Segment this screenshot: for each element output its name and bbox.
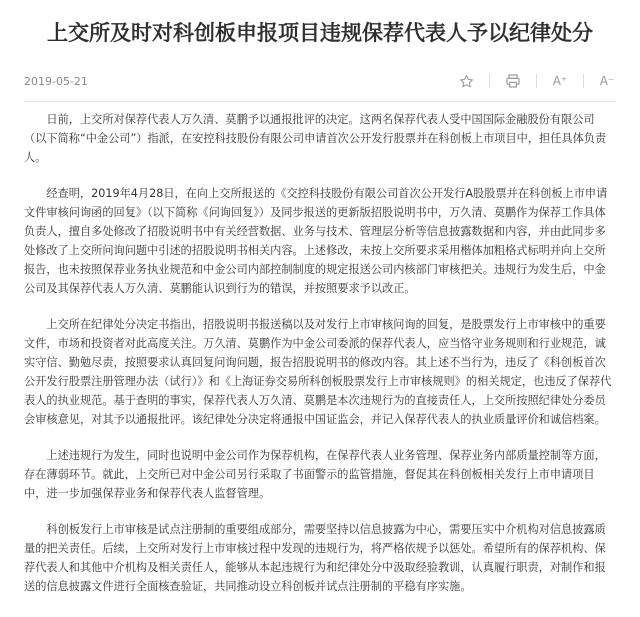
article-meta-bar bbox=[24, 68, 616, 94]
font-decrease-button[interactable] bbox=[598, 72, 616, 90]
article-paragraph: 上交所在纪律处分决定书指出，招股说明书报送稿以及对发行上市审核问询的回复，是股票发行上市审核中的重要文件，市场和投资者对此高度关注。万久清、莫鹏作为中金公司委派的保荐代表人，应当恪守业务规则和行业规范，诚实守信、勤勉尽责，按照要求认真回复问询问题，报告招股说明书的修改内容。其上述不当行为，违反了《科创板首次公开发行股票注册管理办法（试行）》和《上海证券交易所科创板股票发行上市审核规则》的相关规定，也违反了保荐代表人的执业规范。基于查明的事实，保荐代表人万久清、莫鹏是本次违规行为的直接责任人，上交所按照纪律处分委员会审核意见，对其予以通报批评。该纪律处分决定将通报中国证监会，并记入保荐代表人的执业质量评价和诚信档案。 bbox=[24, 318, 612, 426]
print-icon bbox=[505, 73, 521, 89]
favorite-button[interactable] bbox=[457, 72, 475, 90]
font-increase-button[interactable] bbox=[551, 72, 569, 90]
article-body bbox=[24, 110, 616, 613]
article-paragraph: 科创板发行上市审核是试点注册制的重要组成部分，需要坚持以信息披露为中心，需要压实中介机构对信息披露质量的把关责任。后续，上交所对发行上市审核过程中发现的违规行为，将严格依规予以惩处。希望所有的保荐机构、保荐代表人和其他中介机构及相关责任人，能够从本起违规行为和纪律处分中汲取经验教训，认真履行职责，对制作和报送的信息披露文件进行全面核查验证，共同推动设立科创板并试点注册制的平稳有序实施。 bbox=[24, 523, 606, 593]
toolbar-divider bbox=[583, 74, 584, 88]
font-decrease-icon: A⁻ bbox=[599, 74, 615, 88]
publish-date: 2019-05-21 bbox=[24, 74, 88, 88]
toolbar-divider bbox=[489, 74, 490, 88]
header-divider bbox=[24, 101, 616, 102]
font-increase-icon: A⁺ bbox=[552, 74, 568, 88]
article-title: 上交所及时对科创板申报项目违规保荐代表人予以纪律处分 bbox=[47, 21, 593, 45]
article-paragraph: 日前，上交所对保荐代表人万久清、莫鹏予以通报批评的决定。这两名保荐代表人受中国国际金融股份有限公司（以下简称“中金公司”）指派，在安控科技股份有限公司申请首次公开发行股票并在科创板上市项目中，担任具体负责人。 bbox=[24, 113, 607, 164]
toolbar-divider bbox=[536, 74, 537, 88]
star-icon bbox=[459, 74, 474, 89]
print-button[interactable] bbox=[504, 72, 522, 90]
article-paragraph: 上述违规行为发生，同时也说明中金公司作为保荐机构，在保荐代表人业务管理、保荐业务内部质量控制等方面，存在薄弱环节。就此，上交所已对中金公司另行采取了书面警示的监管措施，督促其在科创板相关发行上市申请项目中，进一步加强保荐业务和保荐代表人监督管理。 bbox=[24, 449, 606, 500]
article-paragraph: 经查明，2019年4月28日，在向上交所报送的《交控科技股份有限公司首次公开发行A股股票并在科创板上市申请文件审核问询函的回复》（以下简称《问询回复》）及同步报送的更新版招股说明书中，万久清、莫鹏作为保荐工作具体负责人，擅自多处修改了招股说明书中有关经营数据、业务与技术、管理层分析等信息披露数据和内容，并由此同步多处修改了上交所问询问题中引述的招股说明书相关内容。上述修改，未按上交所要求采用楷体加粗格式标明并向上交所报告，也未按照保荐业务执业规范和中金公司内部控制制度的规定报送公司内核部门审核把关。违规行为发生后，中金公司及其保荐代表人万久清、莫鹏能认识到行为的错误，并按照要求予以改正。 bbox=[24, 187, 608, 295]
article-toolbar bbox=[457, 72, 616, 90]
